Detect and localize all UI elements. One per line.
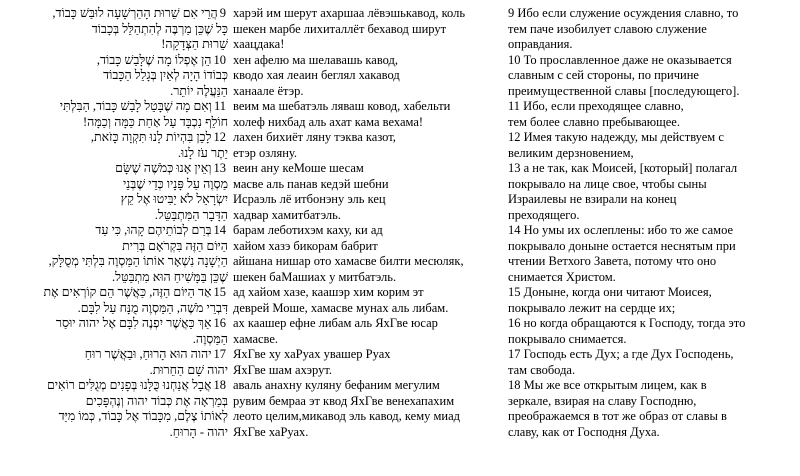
hebrew-verse-line: כְּבוֹדוֹ הָיָה לְאַיִן בְּגָלֵל הַכָּבוֹד (103, 68, 228, 82)
russian-verse-line: 17 Господь есть Дух; а где Дух Господень, (508, 347, 734, 361)
hebrew-verse-line: יהוה - הָרוּחַ. (169, 424, 228, 439)
russian-verse-line: великим дерзновением, (508, 145, 634, 160)
hebrew-verse (2, 99, 228, 130)
hebrew-verse (2, 316, 228, 347)
hebrew-verse-text: אַךְ כַּאֲשֶׁר יִפְנֶה לִבָּם אֶל יהוה יוּסַר (55, 316, 212, 330)
russian-verse-line: зеркале, взирая на славу Господню, (508, 393, 697, 408)
russian-verse-line: 16 но когда обращаются к Господу, тогда это (508, 316, 746, 330)
hebrew-verse (2, 378, 228, 440)
translit-verse-line: холеф нихбад аль ахат кама вехама! (233, 114, 424, 129)
translit-verse-line: хаацдака! (233, 37, 285, 51)
russian-verse-line: преображаемся в тот же образ от славы в (508, 409, 727, 423)
hebrew-verse-line: יֵתֶר עֹז לָנוּ. (177, 145, 228, 160)
russian-verse (508, 223, 794, 285)
russian-verse-line: славу, как от Господня Духа. (508, 424, 660, 439)
transliteration-column (233, 6, 495, 440)
russian-verse-line: тем паче изобилует славою служение (508, 21, 707, 36)
russian-verse (508, 99, 794, 130)
translit-verse-line: ЯхГве хаРуах. (233, 424, 309, 439)
translit-verse (233, 161, 495, 223)
translit-verse-line: хамасве. (233, 331, 279, 346)
hebrew-column (2, 6, 228, 440)
hebrew-verse-line: הַדָּבָר הַמִּתְבַּטֵּל. (154, 207, 228, 222)
hebrew-verse-text: וְאֵין אָנוּ כְּמֹשֶׁה שֶׁשָּׂם (115, 161, 212, 175)
translit-verse-line: шекен марбе лихиталлёт бехавод ширут (233, 21, 447, 36)
russian-verse (508, 347, 794, 378)
translit-verse-line: хадвар хамитбатэль. (233, 207, 341, 222)
translit-verse-line: ЯхГве шам ахэрут. (233, 362, 333, 377)
translit-verse-line: ах каашер ефне либам аль ЯхГве юсар (233, 316, 438, 330)
verse-number: 16 (213, 316, 226, 330)
hebrew-verse-line: בְּמַרְאָה אֶת כְּבוֹד יהוה וְנֶהְפָּכִים (85, 393, 228, 408)
hebrew-verse-line (2, 130, 228, 146)
hebrew-verse (2, 285, 228, 316)
translit-verse (233, 99, 495, 130)
translit-verse-line: леото целим,микавод эль кавод, кему миад (233, 409, 461, 423)
hebrew-verse-line: כָּל שֶׁכֵּן מַרְבֶּה לְהִתְהַלֵּל בְּכָבוֹד (91, 21, 228, 36)
translit-verse (233, 223, 495, 285)
hebrew-verse-line: יִשְׂרָאֵל לֹא יַבִּיטוּ אֶל קֵץ (120, 192, 228, 206)
translit-verse-line: барам леботихэм каху, ки ад (233, 223, 383, 237)
translit-verse (233, 316, 495, 347)
russian-verse-line: снимается Христом. (508, 269, 616, 284)
hebrew-verse (2, 6, 228, 53)
verse-number: 15 (213, 285, 226, 299)
verse-number: 10 (213, 52, 226, 67)
russian-verse-line: покрывало доныне остается неснятым при (508, 238, 736, 253)
verse-number: 17 (213, 347, 226, 361)
hebrew-verse-text: אֲבָל אֲנַחְנוּ כֻּלָּנוּ בְּפָנִים מְגֻלִּים רוֹאִים (46, 378, 212, 392)
translit-verse (233, 347, 495, 378)
russian-column (508, 6, 794, 440)
hebrew-verse-text: הֲרֵי אִם שֵׁרוּת הָהַרְשָׁעָה לוּבַּשׁ כָּבוֹד, (52, 6, 218, 20)
russian-verse-line: 12 Имея такую надежду, мы действуем с (508, 130, 724, 144)
hebrew-verse-line: הַיְשָׁנָה נִשְׁאָר אוֹתוֹ הַמַּסְוֶה בִּלְתִּי מְסֻלָּק, (48, 254, 228, 268)
hebrew-verse-line: הַיּוֹם הַזֶּה בִּקְרֹאָם בְּרִית (122, 238, 228, 253)
hebrew-verse-line (2, 285, 228, 301)
translit-verse-line: айшана нишар ото хамасве билти месюляк, (233, 254, 464, 268)
hebrew-verse-line (2, 161, 228, 177)
hebrew-verse-line (2, 223, 228, 239)
verse-number: 12 (213, 130, 226, 144)
translit-verse-line: ханаале ётэр. (233, 83, 304, 98)
hebrew-verse-text: בְּרַם לְבוֹתֵיהֶם קָהוּ, כִּי עַד (95, 223, 212, 237)
hebrew-verse-text: לָכֵן בִּהְיוֹת לָנוּ תִּקְוָה כָּזֹאת, (90, 130, 212, 144)
verse-number: 18 (213, 378, 226, 392)
translit-verse-line: хен афелю ма шелавашь кавод, (233, 52, 399, 67)
hebrew-verse-line: מַסְוֶה עַל פָּנָיו כְּדֵי שֶׁבְּנֵי (122, 176, 228, 191)
hebrew-verse-line (2, 316, 228, 332)
translit-verse-line: хайом хазэ бикорам бабрит (233, 238, 378, 253)
verse-number: 11 (213, 99, 226, 113)
translit-verse-line: ад хайом хазе, каашэр хим корим эт (233, 285, 424, 299)
russian-verse-line: 18 Мы же все открытым лицем, как в (508, 378, 707, 392)
translit-verse-line: лахен бихиёт ляну тэква казот, (233, 130, 396, 144)
hebrew-verse (2, 161, 228, 223)
hebrew-verse (2, 223, 228, 285)
translit-verse-line: ЯхГве ху хаРуах увашер Руах (233, 347, 391, 361)
russian-verse-line: Израилевы не взирали на конец (508, 192, 677, 206)
russian-verse-line: чтении Ветхого Завета, потому что оно (508, 254, 717, 268)
translit-verse-line: веим ма шебатэль ляваш ковод, хабельти (233, 99, 451, 113)
russian-verse-line: 11 Ибо, если преходящее славно, (508, 99, 684, 113)
russian-verse-line: покрывало лежит на сердце их; (508, 300, 676, 315)
russian-verse-line: преимущественной славы [последующего]. (508, 83, 740, 98)
russian-verse-line: 13 а не так, как Моисей, [который] полагал (508, 161, 738, 175)
translit-verse (233, 6, 495, 53)
translit-verse-line: деврей Моше, хамасве мунах аль либам. (233, 300, 449, 315)
translit-verse (233, 378, 495, 440)
russian-verse (508, 285, 794, 316)
russian-verse-line: оправдания. (508, 37, 573, 51)
hebrew-verse-line: לְאוֹתוֹ צֶלֶם, מִכָּבוֹד אֶל כָּבוֹד, כְּמוֹ מִיַּד (58, 409, 228, 423)
hebrew-verse-line: יהוה שָׁם הַחֵרוּת. (149, 362, 228, 377)
russian-verse-line: там свобода. (508, 362, 576, 377)
russian-verse (508, 316, 794, 347)
translit-verse (233, 285, 495, 316)
hebrew-verse-line (2, 53, 228, 69)
verse-number: 13 (213, 161, 226, 175)
translit-verse-line: Исраэль лё итбонэну эль кец (233, 192, 386, 206)
hebrew-verse-line (2, 347, 228, 363)
translit-verse-line: веин ану кеМоше шесам (233, 161, 364, 175)
translit-verse-line: кводо хая леаин беглял хакавод (233, 68, 400, 82)
translit-verse-line: масве аль панав кедэй шебни (233, 176, 389, 191)
translit-verse (233, 130, 495, 161)
hebrew-verse-line (2, 378, 228, 394)
verse-number: 9 (219, 6, 226, 20)
hebrew-verse-text: אַד הַיּוֹם הַזֶּה, כַּאֲשֶׁר הֵם קוֹרְאִים אֶת (43, 285, 212, 299)
translit-verse-line: харэй им шерут ахаршаа лёвэшькавод, коль (233, 6, 466, 20)
russian-verse-line: славным с сей стороны, по причине (508, 68, 699, 82)
hebrew-verse (2, 53, 228, 100)
russian-verse-line: 10 То прославленное даже не оказывается (508, 52, 732, 67)
russian-verse (508, 6, 794, 53)
hebrew-verse-line: הַמַּסְוֶה. (192, 331, 228, 346)
russian-verse-line: покрывало на лице свое, чтобы сыны (508, 176, 707, 191)
russian-verse-line: преходящего. (508, 207, 580, 222)
russian-verse (508, 161, 794, 223)
russian-verse (508, 130, 794, 161)
hebrew-verse-line: חוֹלֵף נִכְבָּד עַל אַחַת כַּמָּה וְכַמָּה! (83, 114, 228, 129)
russian-verse-line: 9 Ибо если служение осуждения славно, то (508, 6, 739, 20)
hebrew-verse-line: דִּבְרֵי מֹשֶׁה, הַמַּסְוֶה מֻנָּח עַל לִבָּם. (77, 300, 228, 315)
hebrew-verse-text: וְאִם מָה שֶׁבָּטֵל לָבַשׁ כָּבוֹד, הַבִּלְתִּי (59, 99, 212, 113)
translit-verse-line: аваль анахну куляну бефаним мегулим (233, 378, 440, 392)
russian-verse-line: тем более славно пребывающее. (508, 114, 680, 129)
russian-verse-line: покрывало снимается. (508, 331, 627, 346)
hebrew-verse-text: יהוה הוּא הָרוּחַ, וּבַאֲשֶׁר רוּחַ (84, 347, 212, 361)
hebrew-verse-line (2, 99, 228, 115)
russian-verse-line: 15 Доныне, когда они читают Моисея, (508, 285, 712, 299)
translit-verse-line: шекен баМашиах у митбатэль. (233, 269, 397, 284)
russian-verse-line: 14 Но умы их ослеплены: ибо то же самое (508, 223, 734, 237)
verse-number: 14 (213, 223, 226, 237)
hebrew-verse-line: הַנַּעֲלֶה יוֹתֵר. (170, 83, 228, 98)
hebrew-verse-text: הֵן אֶפְלוֹ מָה שֶׁלָּבַשׁ כָּבוֹד, (96, 52, 212, 67)
hebrew-verse (2, 347, 228, 378)
hebrew-verse (2, 130, 228, 161)
translit-verse-line: рувим бемраа эт квод ЯхГве венехапахим (233, 393, 455, 408)
translit-verse (233, 53, 495, 100)
hebrew-verse-line: שֶׁכֵּן בַּמָּשִׁיחַ הוּא מִתְבַּטֵּל. (112, 269, 228, 284)
russian-verse (508, 378, 794, 440)
hebrew-verse-line: שֵׁרוּת הַצְּדָקָה! (161, 37, 228, 51)
russian-verse (508, 53, 794, 100)
hebrew-verse-line (2, 6, 228, 22)
translit-verse-line: етэр озляну. (233, 145, 298, 160)
